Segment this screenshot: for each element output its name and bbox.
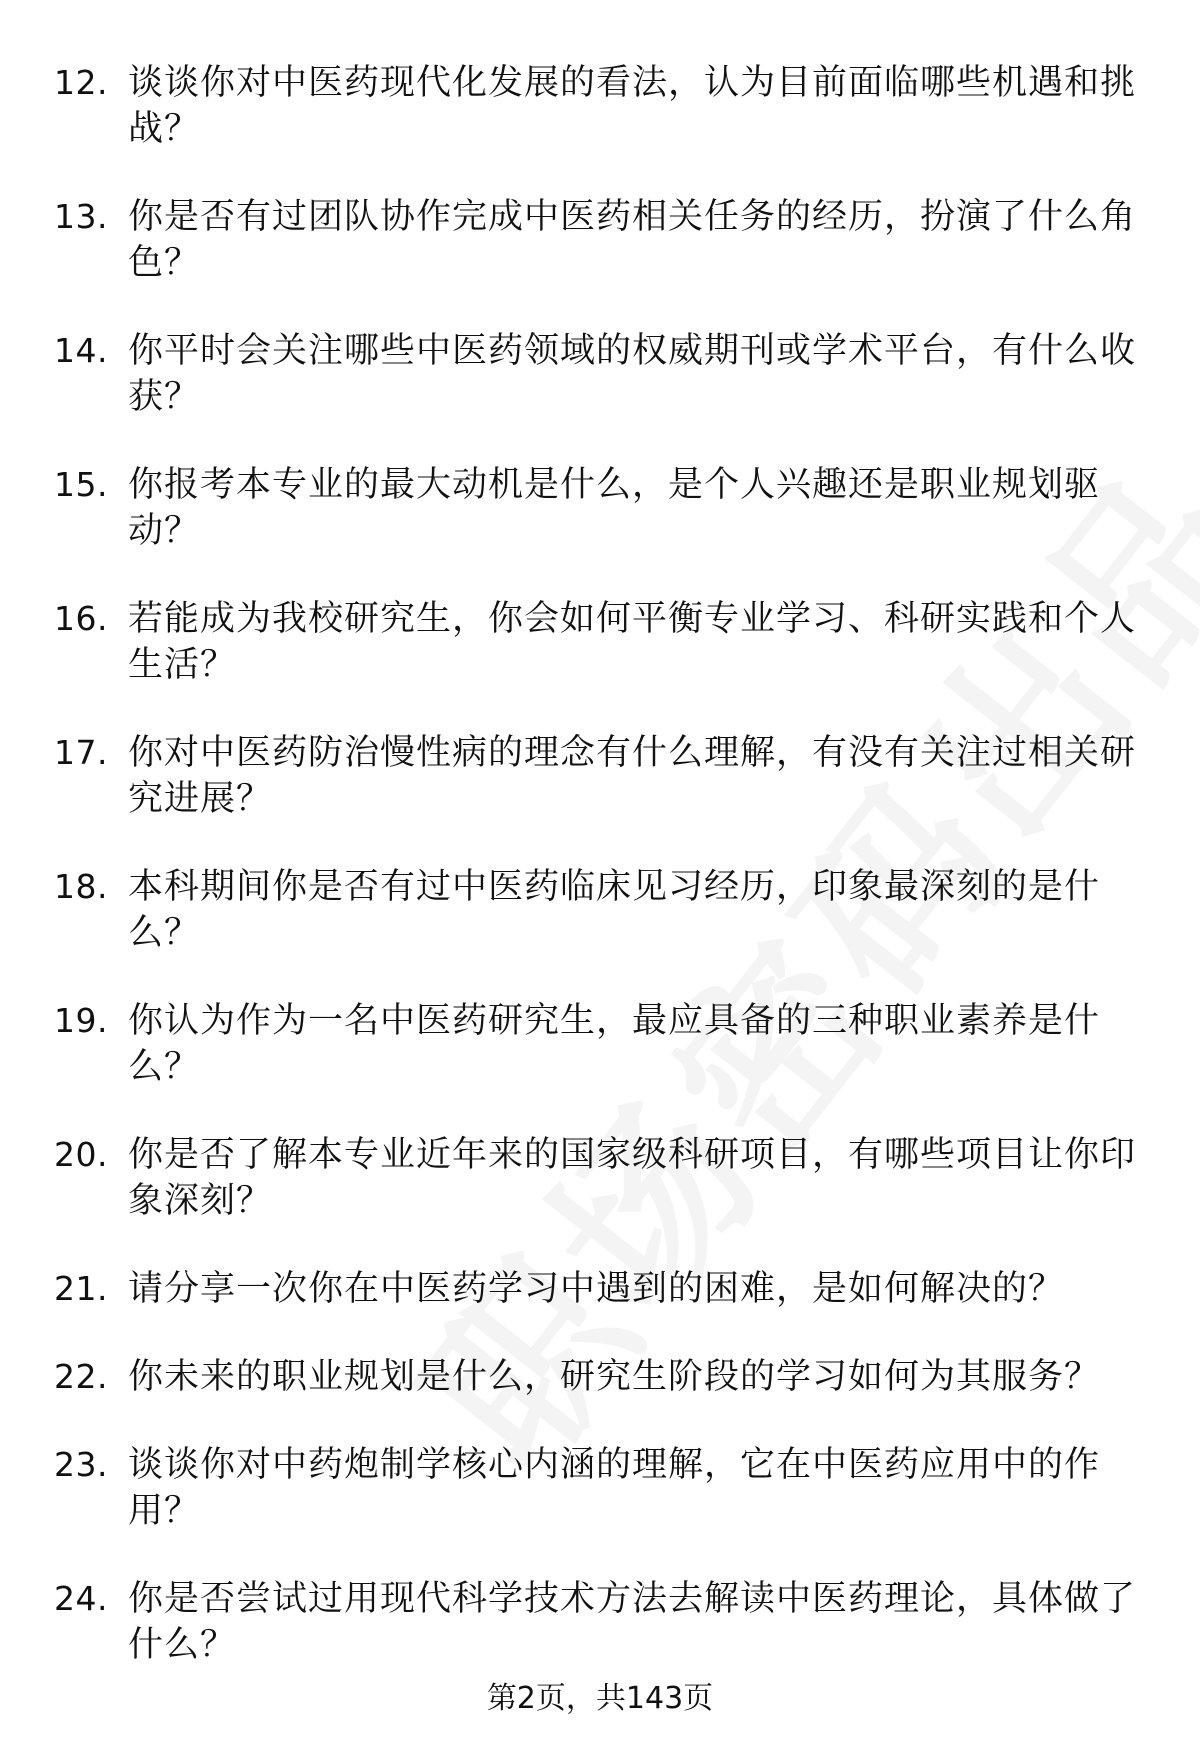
question-text: 你是否有过团队协作完成中医药相关任务的经历，扮演了什么角色？: [128, 197, 1137, 283]
question-item: [0, 1576, 1200, 1668]
question-number: 20.: [54, 1135, 108, 1174]
question-item: [0, 194, 1200, 286]
question-item: [0, 1442, 1200, 1534]
question-number: 22.: [54, 1357, 108, 1396]
question-text: 你认为作为一名中医药研究生，最应具备的三种职业素养是什么？: [128, 1001, 1101, 1087]
question-item: [0, 1132, 1200, 1224]
question-number: 15.: [54, 465, 108, 504]
question-number: 23.: [54, 1445, 108, 1484]
question-list: [0, 60, 1200, 1710]
question-item: [0, 1266, 1200, 1312]
question-item: [0, 730, 1200, 822]
question-number: 13.: [54, 197, 108, 236]
question-number: 14.: [54, 331, 108, 370]
question-text: 你是否尝试过用现代科学技术方法去解读中医药理论，具体做了什么？: [128, 1579, 1137, 1665]
question-number: 21.: [54, 1269, 108, 1308]
question-text: 本科期间你是否有过中医药临床见习经历，印象最深刻的是什么？: [128, 867, 1101, 953]
question-item: [0, 462, 1200, 554]
question-text: 请分享一次你在中医药学习中遇到的困难，是如何解决的？: [128, 1269, 1065, 1309]
question-text: 谈谈你对中医药现代化发展的看法，认为目前面临哪些机遇和挑战？: [128, 63, 1137, 149]
question-text: 你平时会关注哪些中医药领域的权威期刊或学术平台，有什么收获？: [128, 331, 1137, 417]
question-text: 若能成为我校研究生，你会如何平衡专业学习、科研实践和个人生活？: [128, 599, 1137, 685]
question-item: [0, 328, 1200, 420]
question-item: [0, 1354, 1200, 1400]
question-text: 你报考本专业的最大动机是什么，是个人兴趣还是职业规划驱动？: [128, 465, 1101, 551]
page-footer: 第2页，共143页: [486, 1681, 714, 1716]
question-text: 你未来的职业规划是什么，研究生阶段的学习如何为其服务？: [128, 1357, 1101, 1397]
question-number: 16.: [54, 599, 108, 638]
question-number: 24.: [54, 1579, 108, 1618]
question-number: 12.: [54, 63, 108, 102]
question-item: [0, 60, 1200, 152]
question-item: [0, 864, 1200, 956]
question-text: 你对中医药防治慢性病的理念有什么理解，有没有关注过相关研究进展？: [128, 733, 1137, 819]
question-item: [0, 998, 1200, 1090]
question-text: 谈谈你对中药炮制学核心内涵的理解，它在中医药应用中的作用？: [128, 1445, 1101, 1531]
question-text: 你是否了解本专业近年来的国家级科研项目，有哪些项目让你印象深刻？: [128, 1135, 1137, 1221]
question-number: 17.: [54, 733, 108, 772]
question-item: [0, 596, 1200, 688]
question-number: 18.: [54, 867, 108, 906]
question-number: 19.: [54, 1001, 108, 1040]
